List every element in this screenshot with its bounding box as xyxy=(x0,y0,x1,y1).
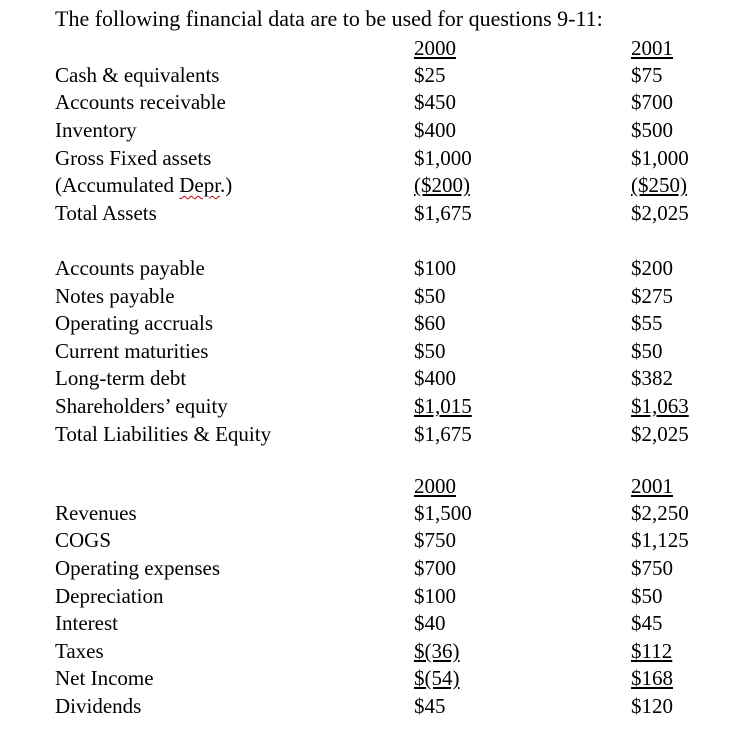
income-row-2001: $50 xyxy=(631,584,663,608)
page-title: The following financial data are to be used for questions 9-11: xyxy=(55,6,603,31)
balance-row-2001: ($250) xyxy=(631,173,687,197)
balance-row-2001: $200 xyxy=(631,256,673,280)
balance-row-label: (Accumulated Depr.) xyxy=(55,173,233,197)
balance-row-2000: $1,675 xyxy=(414,422,472,446)
spellcheck-word: Depr xyxy=(179,173,221,197)
income-row-2001: $2,250 xyxy=(631,501,689,525)
balance-row-2000: $1,000 xyxy=(414,146,472,170)
year-header-2001: 2001 xyxy=(631,36,673,60)
balance-row-label: Gross Fixed assets xyxy=(55,146,212,170)
income-row-2001: $120 xyxy=(631,694,673,718)
balance-row-2000: $450 xyxy=(414,90,456,114)
balance-row-2001: $275 xyxy=(631,284,673,308)
balance-row-2000: $1,675 xyxy=(414,201,472,225)
income-row-2000: $100 xyxy=(414,584,456,608)
income-row-2000: $45 xyxy=(414,694,446,718)
income-row-2000: $700 xyxy=(414,556,456,580)
balance-row-2000: $25 xyxy=(414,63,446,87)
balance-row-label: Current maturities xyxy=(55,339,209,363)
income-row-2001: $45 xyxy=(631,611,663,635)
balance-row-label: Shareholders’ equity xyxy=(55,394,228,418)
balance-row-2001: $700 xyxy=(631,90,673,114)
income-row-label: Dividends xyxy=(55,694,142,718)
balance-row-2000: $50 xyxy=(414,284,446,308)
income-row-2000: $(54) xyxy=(414,666,460,690)
income-row-2001: $1,125 xyxy=(631,528,689,552)
income-row-label: Net Income xyxy=(55,666,154,690)
income-row-label: COGS xyxy=(55,528,112,552)
balance-row-label: Notes payable xyxy=(55,284,175,308)
income-row-label: Taxes xyxy=(55,639,104,663)
income-row-label: Depreciation xyxy=(55,584,164,608)
balance-row-2001: $50 xyxy=(631,339,663,363)
income-row-2001: $168 xyxy=(631,666,673,690)
balance-row-2000: ($200) xyxy=(414,173,470,197)
year-header-2000: 2000 xyxy=(414,36,456,60)
income-row-2001: $750 xyxy=(631,556,673,580)
balance-row-2001: $55 xyxy=(631,311,663,335)
balance-row-label: Accounts payable xyxy=(55,256,205,280)
income-row-2000: $1,500 xyxy=(414,501,472,525)
income-row-label: Operating expenses xyxy=(55,556,221,580)
balance-row-2001: $2,025 xyxy=(631,422,689,446)
balance-row-label: Operating accruals xyxy=(55,311,214,335)
income-row-label: Interest xyxy=(55,611,118,635)
balance-row-label: Total Liabilities & Equity xyxy=(55,422,272,446)
balance-row-2000: $100 xyxy=(414,256,456,280)
balance-row-label: Cash & equivalents xyxy=(55,63,220,87)
balance-row-label: Accounts receivable xyxy=(55,90,226,114)
balance-row-2001: $1,000 xyxy=(631,146,689,170)
year-header-2001: 2001 xyxy=(631,474,673,498)
balance-row-2000: $60 xyxy=(414,311,446,335)
income-row-label: Revenues xyxy=(55,501,137,525)
balance-row-2001: $75 xyxy=(631,63,663,87)
balance-row-2000: $400 xyxy=(414,118,456,142)
balance-row-label: Inventory xyxy=(55,118,137,142)
balance-row-2001: $1,063 xyxy=(631,394,689,418)
balance-row-label: Long-term debt xyxy=(55,366,187,390)
income-row-2000: $750 xyxy=(414,528,456,552)
income-row-2000: $(36) xyxy=(414,639,460,663)
year-header-2000: 2000 xyxy=(414,474,456,498)
balance-row-2001: $500 xyxy=(631,118,673,142)
income-row-2000: $40 xyxy=(414,611,446,635)
balance-row-2000: $400 xyxy=(414,366,456,390)
balance-row-2000: $50 xyxy=(414,339,446,363)
income-row-2001: $112 xyxy=(631,639,673,663)
balance-row-label: Total Assets xyxy=(55,201,157,225)
balance-row-2001: $2,025 xyxy=(631,201,689,225)
balance-row-2000: $1,015 xyxy=(414,394,472,418)
balance-row-2001: $382 xyxy=(631,366,673,390)
